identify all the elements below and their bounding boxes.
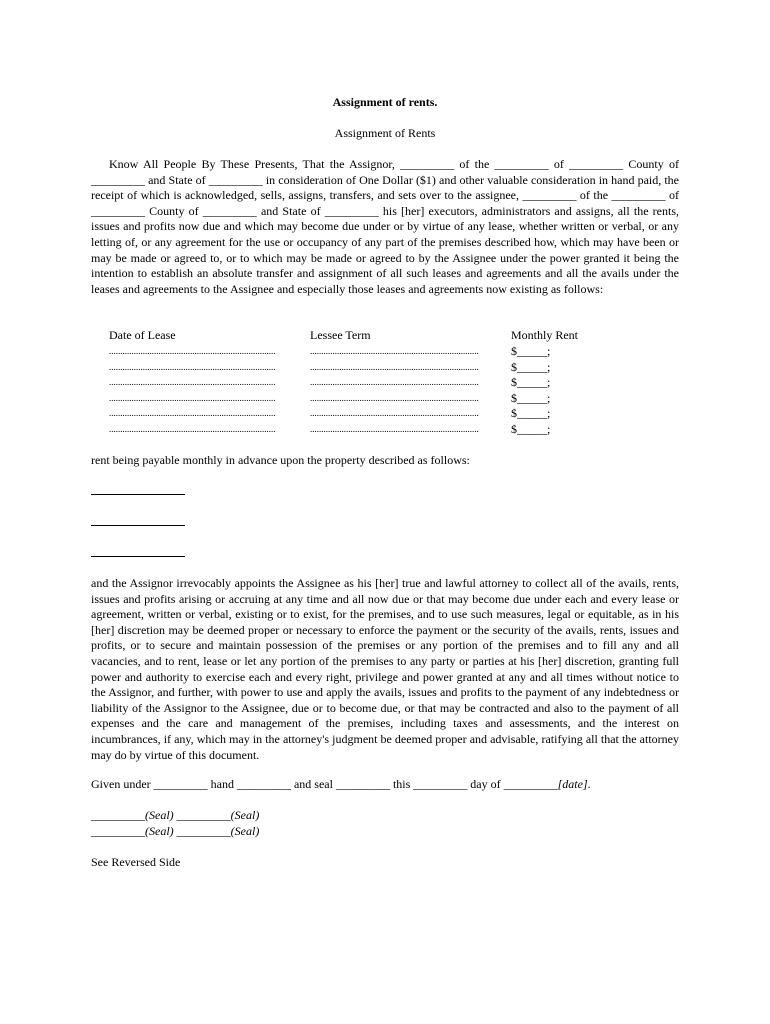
lease-table-row — [109, 375, 669, 391]
monthly-rent-field[interactable]: $_____; — [511, 359, 551, 374]
monthly-rent-field[interactable]: $_____; — [511, 375, 551, 390]
given-date: [date] — [557, 777, 588, 791]
lessee-term-field[interactable]: ........................................................................... — [310, 377, 479, 388]
property-description-intro: rent being payable monthly in advance upon the property described as follows: — [91, 453, 470, 467]
lease-table-header — [109, 328, 669, 344]
date-of-lease-field[interactable]: .......................................................................... — [109, 361, 276, 372]
lease-table-row — [109, 391, 669, 407]
date-of-lease-field[interactable]: .......................................................................... — [109, 392, 276, 403]
date-of-lease-field[interactable]: .......................................................................... — [109, 423, 276, 434]
property-blank-line-2[interactable] — [91, 524, 185, 526]
seal-blank[interactable]: _________ — [176, 824, 231, 838]
property-blank-line-3[interactable] — [91, 555, 185, 557]
document-subtitle: Assignment of Rents — [334, 126, 436, 140]
monthly-rent-field[interactable]: $_____; — [511, 390, 551, 405]
seal-label: (Seal) — [145, 824, 174, 838]
lessee-term-field[interactable]: ........................................................................... — [310, 423, 479, 434]
header-date-of-lease: Date of Lease — [109, 328, 176, 342]
lessee-term-field[interactable]: ........................................................................... — [310, 361, 479, 372]
lessee-term-field[interactable]: ........................................................................... — [310, 392, 479, 403]
seal-blank[interactable]: _________ — [91, 808, 145, 822]
date-of-lease-field[interactable]: .......................................................................... — [109, 377, 276, 388]
seal-blank[interactable]: _________ — [91, 824, 145, 838]
seal-label: (Seal) — [230, 808, 260, 822]
seal-line-2 — [91, 824, 259, 839]
document-title: Assignment of rents. — [332, 95, 438, 109]
lease-table-row — [109, 422, 669, 438]
lease-table — [109, 328, 669, 438]
lessee-term-field[interactable]: ........................................................................... — [310, 408, 479, 419]
seal-line-1 — [91, 808, 259, 823]
lease-table-rows — [109, 344, 669, 438]
header-lessee-term: Lessee Term — [310, 328, 371, 342]
see-reversed-side: See Reversed Side — [91, 855, 181, 869]
lease-table-row — [109, 406, 669, 422]
monthly-rent-field[interactable]: $_____; — [511, 421, 551, 436]
lessee-term-field[interactable]: ........................................................................... — [310, 346, 479, 356]
monthly-rent-field[interactable]: $_____; — [511, 344, 551, 358]
date-of-lease-field[interactable]: .......................................................................... — [109, 408, 276, 419]
given-under-line — [91, 777, 591, 792]
header-monthly-rent: Monthly Rent — [511, 328, 579, 342]
attorney-paragraph: and the Assignor irrevocably appoints the Assignee as his [her] true and lawful attorney to collect all of the avails, rents, issues and profits arising or accruing at any time and all now due or that may become due under each and every lease or agreement, written or verbal, existing or to exist, for the premises, and to use such measures, legal or equitable, as in his [her] discretion may be deemed proper or necessary to enforce the payment or the security of the avails, rents, issues and profits, or to secure and maintain possession of the premises or any portion of the premises and to fill any and all vacancies, and to rent, lease or let any portion of the premises to any party or parties at his [her] discretion, granting full power and authority to exercise each and every right, privilege and power granted at any and all times without notice to the Assignor, and further, with power to use and apply the avails, issues and profits to the payment of any indebtedness or liability of the Assignor to the Assignee, due or to become due, or that may be contracted and also to the payment of all expenses and the care and management of the premises, including taxes and assessments, and the interest on incumbrances, if any, which may in the attorney's judgment be deemed proper and advisable, ratifying all that the attorney may do by virtue of this document. — [91, 576, 679, 762]
seal-blank[interactable]: _________ — [176, 808, 231, 822]
intro-paragraph: Know All People By These Presents, That the Assignor, _________ of the _________ of _________ County of _________ and State of _________ in consideration of One Dollar ($1) and other valuable consideration in hand paid, the receipt of which is acknowledged, sells, assigns, transfers, and sets over to the assignee, _________ of the _________ of _________ County of _________ and State of _________ his [her] executors, administrators and assigns, all the rents, issues and profits now due and which may become due under or by virtue of any lease, whether written or verbal, or any letting of, or any agreement for the use or occupancy of any part of the premises described how, which may have been or may be made or agreed to, or to which may be made or agreed to by the Assignee under the power granted it being the intention to establish an absolute transfer and assignment of all such leases and agreements and all the avails under the leases and agreements to the Assignee and especially those leases and agreements now existing as follows: — [91, 157, 679, 296]
seal-label: (Seal) — [230, 824, 260, 838]
given-text: Given under _________ hand _________ and seal _________ this _________ day of _________ — [91, 777, 558, 791]
given-period: . — [587, 777, 591, 791]
property-blank-line-1[interactable] — [91, 493, 185, 495]
lease-table-row — [109, 344, 669, 360]
seal-label: (Seal) — [145, 808, 174, 822]
monthly-rent-field[interactable]: $_____; — [511, 406, 551, 421]
lease-table-row — [109, 360, 669, 376]
date-of-lease-field[interactable]: .......................................................................... — [109, 346, 276, 356]
